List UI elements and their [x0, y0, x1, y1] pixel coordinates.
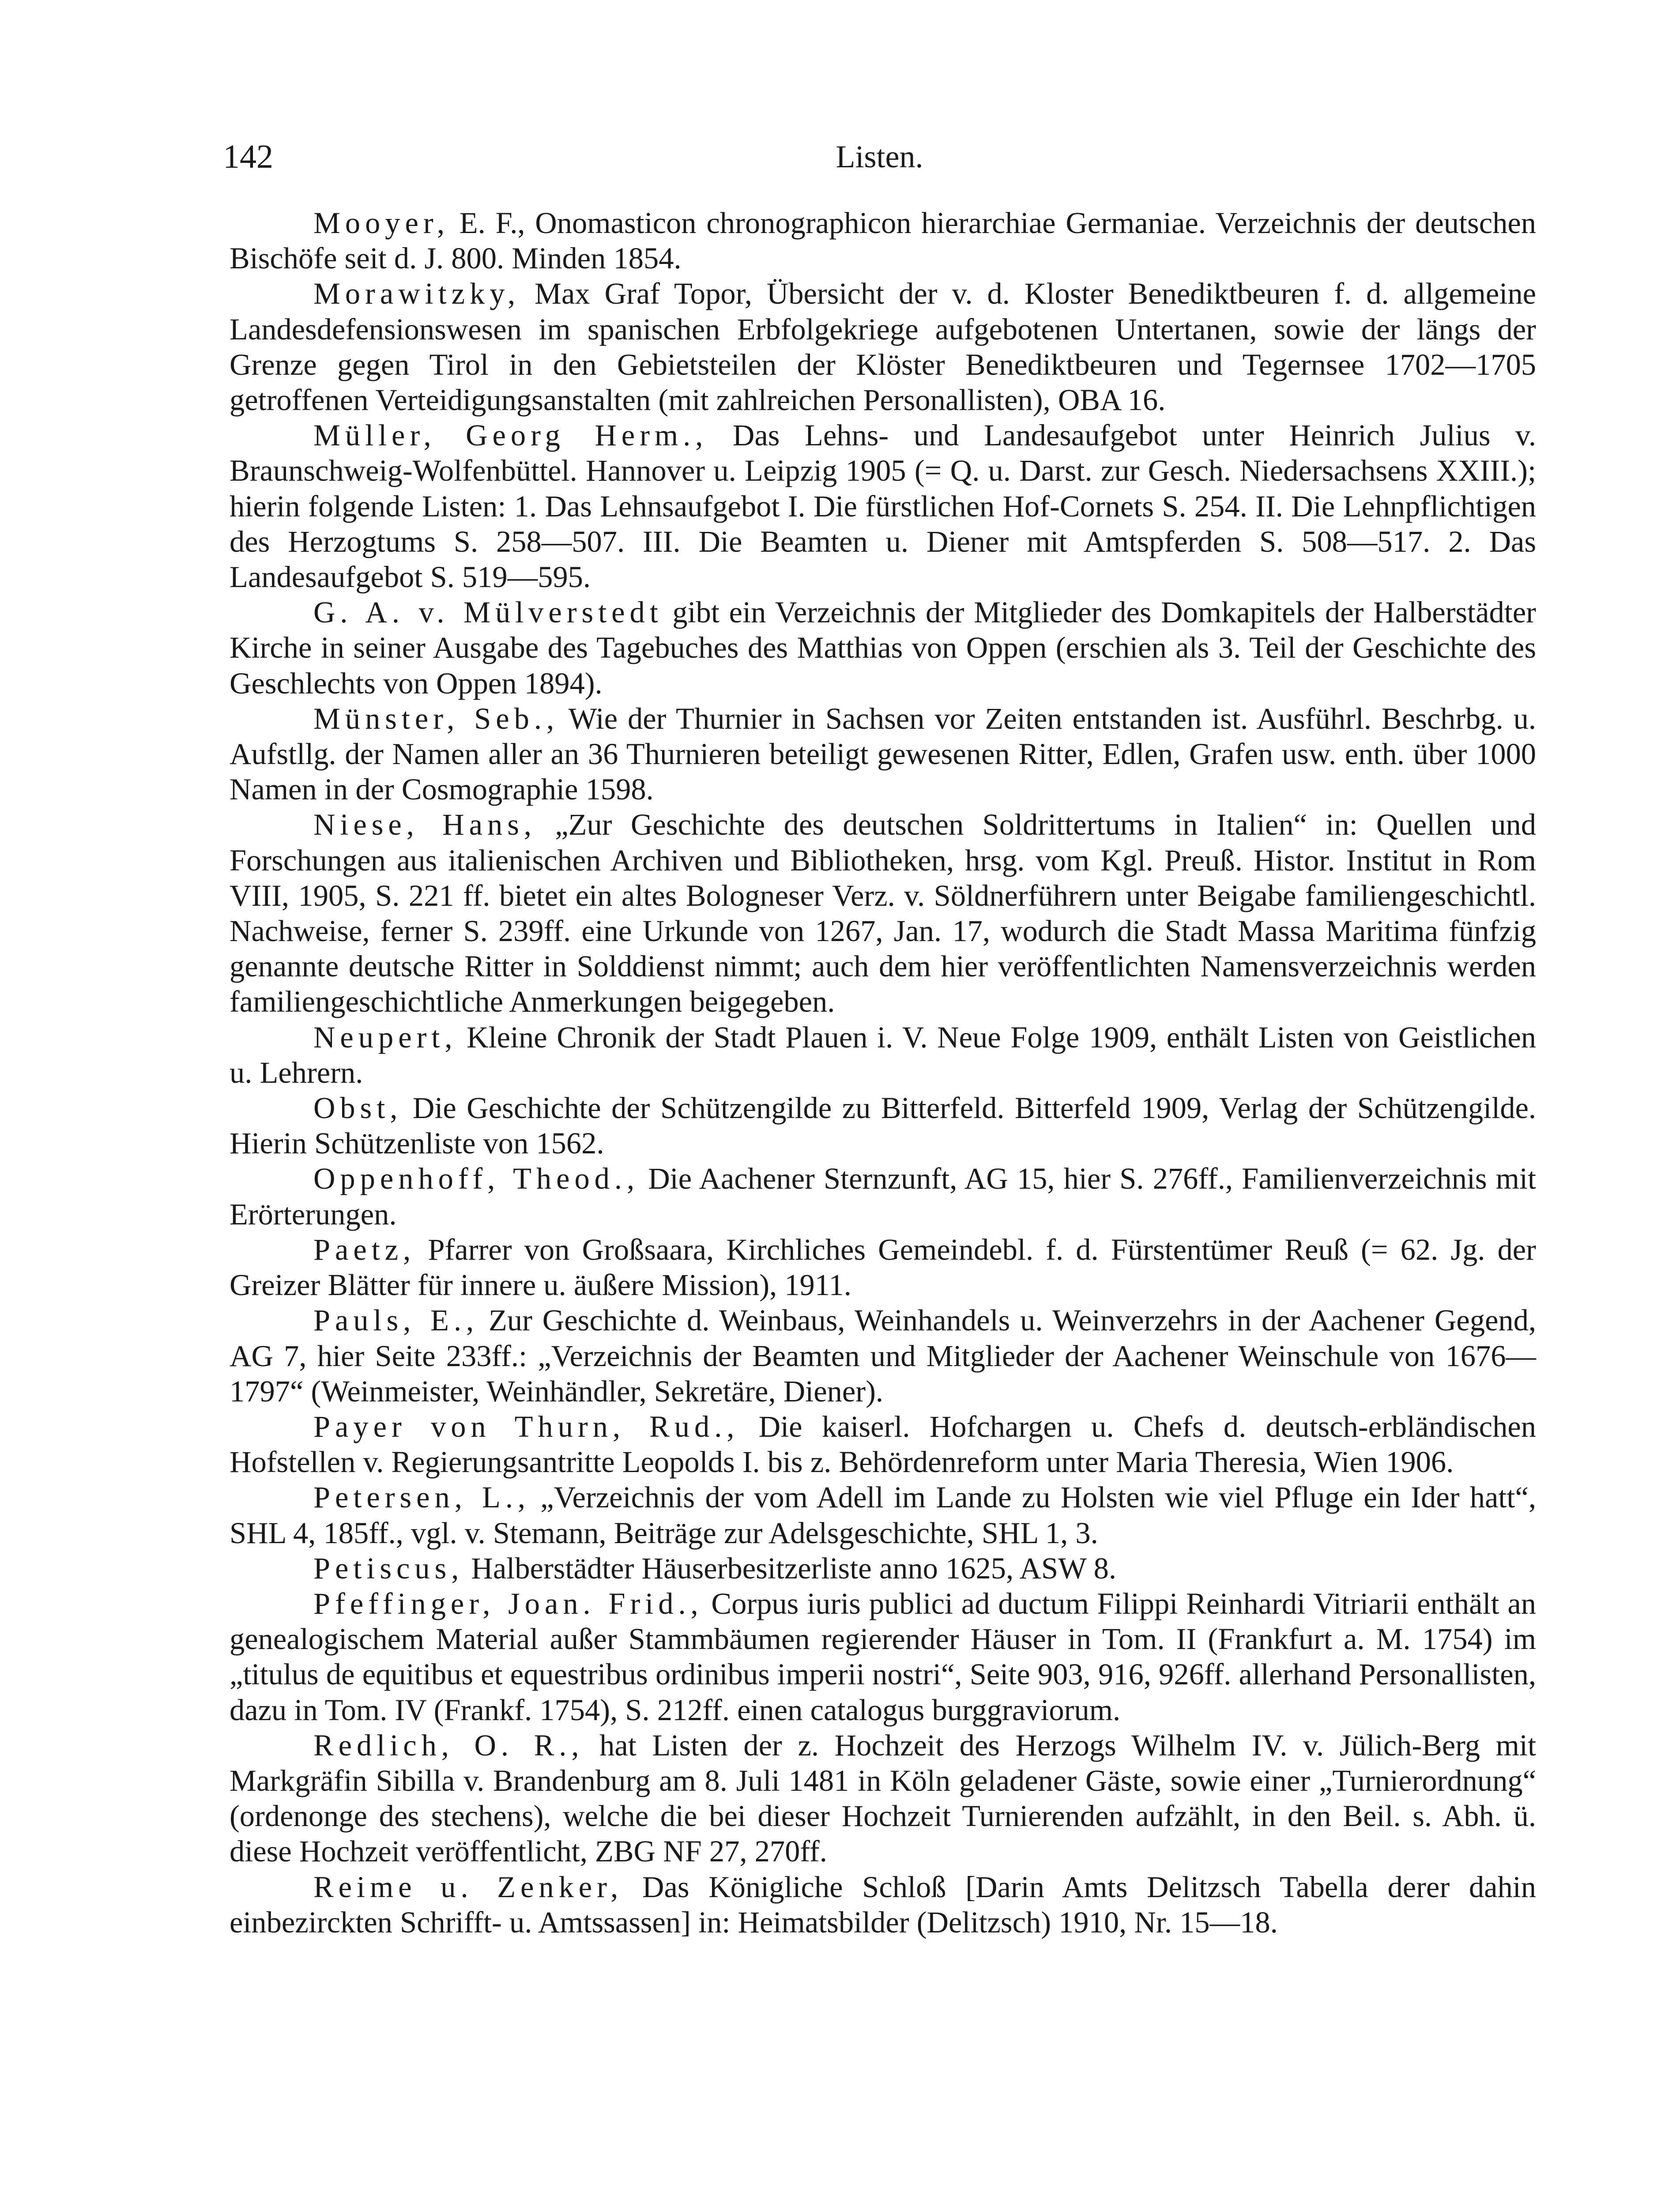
- entry-author: G. A. v. Mülverstedt: [313, 595, 663, 629]
- page-header: [223, 132, 1536, 181]
- entry-text: Corpus iuris publici ad ductum Filippi Reinhardi Vitriarii enthält an genealogischem Material außer Stammbäumen regierender Häuser in Tom. II (Frankfurt a. M. 1754) im „titulus de equitibus et equestribus ordinibus imperii nostri“, Seite 903, 916, 926ff. allerhand Personallisten, dazu in Tom. IV (Frankf. 1754), S. 212ff. einen catalogus burggraviorum.: [230, 1586, 1536, 1727]
- bibliography-entry: [230, 276, 1536, 418]
- bibliography-entry: [230, 1020, 1536, 1090]
- entry-text: Pfarrer von Großsaara, Kirchliches Gemeindebl. f. d. Fürstentümer Reuß (= 62. Jg. der Greizer Blätter für innere u. äußere Mission), 1911.: [230, 1232, 1536, 1302]
- entry-text: Kleine Chronik der Stadt Plauen i. V. Neue Folge 1909, enthält Listen von Geistlichen u. Lehrern.: [230, 1020, 1536, 1089]
- entry-author: Petiscus,: [313, 1551, 464, 1585]
- bibliography-entry: [230, 1090, 1536, 1161]
- entry-author: Niese, Hans,: [313, 808, 536, 842]
- entry-text: „Zur Geschichte des deutschen Soldrittertums in Italien“ in: Quellen und Forschungen aus italienischen Archiven und Bibliotheken, hrsg. vom Kgl. Preuß. Histor. Institut in Rom VIII, 1905, S. 221 ff. bietet ein altes Bologneser Verz. v. Söldnerführern unter Beigabe familiengeschichtl. Nachweise, ferner S. 239ff. eine Urkunde von 1267, Jan. 17, wodurch die Stadt Massa Maritima fünfzig genannte deutsche Ritter in Solddienst nimmt; auch dem hier veröffentlichten Namensverzeichnis werden familiengeschichtliche Anmerkungen beigegeben.: [230, 808, 1536, 1019]
- entry-author: Reime u. Zenker,: [313, 1870, 623, 1904]
- entry-text: hat Listen der z. Hochzeit des Herzogs Wilhelm IV. v. Jülich-Berg mit Markgräfin Sibilla v. Brandenburg am 8. Juli 1481 in Köln geladener Gäste, sowie einer „Turnierordnung“ (ordenonge des stechens), welche die bei dieser Hochzeit Turnierenden aufzählt, in den Beil. s. Abh. ü. diese Hochzeit veröffentlicht, ZBG NF 27, 270ff.: [230, 1728, 1536, 1868]
- entry-author: Neupert,: [313, 1020, 457, 1054]
- bibliography-entry: [230, 1728, 1536, 1869]
- entry-text: Das Königliche Schloß [Darin Amts Delitzsch Tabella derer dahin einbezirckten Schrifft- u. Amtssassen] in: Heimatsbilder (Delitzsch) 1910, Nr. 15—18.: [230, 1870, 1537, 1939]
- entry-text: Max Graf Topor, Übersicht der v. d. Kloster Benediktbeuren f. d. allgemeine Landesdefensionswesen im spanischen Erbfolgekriege aufgebotenen Untertanen, sowie der längs der Grenze gegen Tirol in den Gebietsteilen der Klöster Benediktbeuren und Tegernsee 1702—1705 getroffenen Verteidigungsanstalten (mit zahlreichen Personallisten), OBA 16.: [230, 277, 1536, 417]
- bibliography-entry: [230, 1480, 1536, 1550]
- page-number: 142: [223, 138, 273, 175]
- entry-text: gibt ein Verzeichnis der Mitglieder des Domkapitels der Halberstädter Kirche in seiner Ausgabe des Tagebuches des Matthias von Oppen (erschien als 3. Teil der Geschichte des Geschlechts von Oppen 1894).: [230, 595, 1536, 700]
- entry-text: E. F., Onomasticon chronographicon hierarchiae Germaniae. Verzeichnis der deutschen Bischöfe seit d. J. 800. Minden 1854.: [230, 206, 1536, 275]
- entry-text: Die kaiserl. Hofchargen u. Chefs d. deutsch-erbländischen Hofstellen v. Regierungsantritte Leopolds I. bis z. Behördenreform unter Maria Theresia, Wien 1906.: [230, 1409, 1536, 1479]
- bibliography-entry: [230, 701, 1536, 807]
- bibliography-entry: [230, 1303, 1536, 1409]
- entry-author: Müller, Georg Herm.,: [313, 418, 708, 452]
- running-head: Listen.: [836, 139, 923, 174]
- entry-text: Die Geschichte der Schützengilde zu Bitterfeld. Bitterfeld 1909, Verlag der Schützengilde. Hierin Schützenliste von 1562.: [230, 1091, 1536, 1160]
- entry-text: Zur Geschichte d. Weinbaus, Weinhandels u. Weinverzehrs in der Aachener Gegend, AG 7, hier Seite 233ff.: „Verzeichnis der Beamten und Mitglieder der Aachener Weinschule von 1676—1797“ (Weinmeister, Weinhändler, Sekretäre, Diener).: [230, 1303, 1536, 1408]
- entry-author: Oppenhoff, Theod.,: [313, 1162, 640, 1196]
- bibliography-entry: [230, 807, 1536, 1019]
- bibliography-entry: [230, 1586, 1536, 1728]
- entry-text: Halberstädter Häuserbesitzerliste anno 1625, ASW 8.: [463, 1551, 1117, 1585]
- entry-author: Münster, Seb.,: [313, 701, 559, 735]
- bibliography-entry: [230, 1551, 1536, 1586]
- bibliography-entry: [230, 1232, 1536, 1303]
- entry-text: „Verzeichnis der vom Adell im Lande zu Holsten wie viel Pfluge ein Ider hatt“, SHL 4, 185ff., vgl. v. Stemann, Beiträge zur Adelsgeschichte, SHL 1, 3.: [230, 1480, 1536, 1550]
- entry-text: Das Lehns- und Landesaufgebot unter Heinrich Julius v. Braunschweig-Wolfenbüttel. Hannover u. Leipzig 1905 (= Q. u. Darst. zur Gesch. Niedersachsens XXIII.); hierin folgende Listen: 1. Das Lehnsaufgebot I. Die fürstlichen Hof-Cornets S. 254. II. Die Lehnpflichtigen des Herzogtums S. 258—507. III. Die Beamten u. Diener mit Amtspferden S. 508—517. 2. Das Landesaufgebot S. 519—595.: [230, 418, 1536, 594]
- bibliography-entry: [230, 1409, 1536, 1480]
- bibliography-entry: [230, 418, 1536, 595]
- entry-author: Pauls, E.,: [313, 1303, 479, 1337]
- entry-author: Redlich, O. R.,: [313, 1728, 584, 1762]
- bibliography-entry: [230, 1161, 1536, 1232]
- entry-text: Wie der Thurnier in Sachsen vor Zeiten entstanden ist. Ausführl. Beschrbg. u. Aufstllg. der Namen aller an 36 Thurnieren beteiligt gewesenen Ritter, Edlen, Grafen usw. enth. über 1000 Namen in der Cosmographie 1598.: [230, 701, 1536, 806]
- entry-author: Morawitzky,: [313, 277, 520, 311]
- entry-text: Die Aachener Sternzunft, AG 15, hier S. 276ff., Familienverzeichnis mit Erörterungen.: [230, 1162, 1537, 1231]
- bibliography-entry: [230, 1869, 1536, 1940]
- entry-author: Mooyer,: [313, 206, 449, 240]
- entry-author: Obst,: [313, 1091, 403, 1125]
- entry-author: Paetz,: [313, 1232, 416, 1266]
- bibliography-entry: [230, 595, 1536, 701]
- entry-author: Payer von Thurn, Rud.,: [313, 1409, 739, 1443]
- entry-author: Pfeffinger, Joan. Frid.,: [313, 1586, 703, 1620]
- entry-author: Petersen, L.,: [313, 1480, 531, 1514]
- bibliography-entry: [230, 205, 1536, 276]
- bibliography-list: [230, 205, 1536, 1940]
